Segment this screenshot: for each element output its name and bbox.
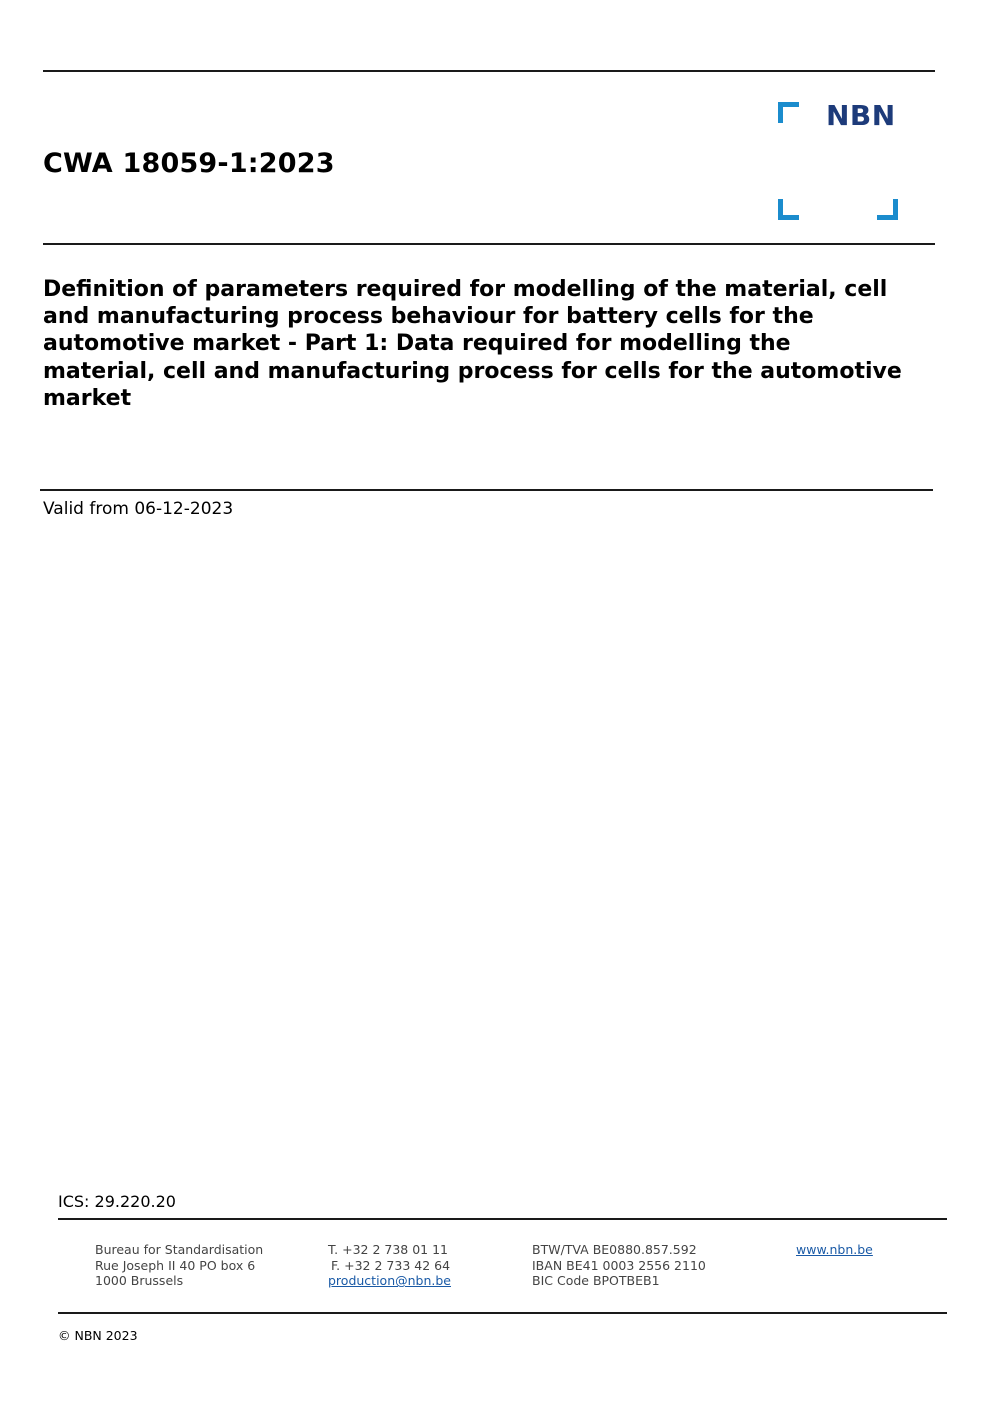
footer-bic: BIC Code BPOTBEB1 <box>532 1273 660 1289</box>
footer-street: Rue Joseph II 40 PO box 6 <box>95 1257 256 1273</box>
logo-corner-bottom-left-icon <box>778 199 799 220</box>
footer-email-link[interactable]: production@nbn.be <box>328 1273 451 1289</box>
footer-city: 1000 Brussels <box>95 1273 184 1289</box>
document-title: Definition of parameters required for modelling of the material, cell and manufacturing process behaviour for battery cells for the automotive market - Part 1: Data required for modelling the material, cell and manufacturing process for cells for the automotive market <box>43 277 902 411</box>
validity-line <box>43 499 233 519</box>
footer-bottom-rule <box>58 1312 947 1314</box>
footer-top-rule <box>58 1218 947 1220</box>
logo-corner-bottom-right-icon <box>877 199 898 220</box>
copyright: © NBN 2023 <box>58 1328 138 1343</box>
header-rule <box>43 243 935 245</box>
title-rule <box>40 489 933 491</box>
ics-label: ICS: <box>58 1192 90 1211</box>
ics-code: 29.220.20 <box>94 1192 176 1211</box>
nbn-logo <box>778 99 902 224</box>
footer-org-name: Bureau for Standardisation <box>95 1242 264 1257</box>
document-id: CWA 18059-1:2023 <box>43 148 335 179</box>
footer-banking <box>532 1242 706 1289</box>
footer-fax: F. +32 2 733 42 64 <box>331 1257 451 1273</box>
valid-label: Valid from <box>43 499 129 519</box>
footer-contact <box>328 1242 451 1289</box>
logo-corner-top-left-icon <box>778 102 799 123</box>
footer-phone: T. +32 2 738 01 11 <box>328 1242 448 1257</box>
footer-website-link[interactable]: www.nbn.be <box>796 1242 873 1257</box>
footer-vat: BTW/TVA BE0880.857.592 <box>532 1242 697 1257</box>
logo-wordmark: NBN <box>826 99 896 132</box>
footer-address <box>95 1242 263 1289</box>
valid-date: 06-12-2023 <box>134 499 234 519</box>
footer-iban: IBAN BE41 0003 2556 2110 <box>532 1257 706 1273</box>
footer-web <box>796 1242 873 1258</box>
ics-line <box>58 1192 176 1211</box>
top-rule <box>43 70 935 72</box>
